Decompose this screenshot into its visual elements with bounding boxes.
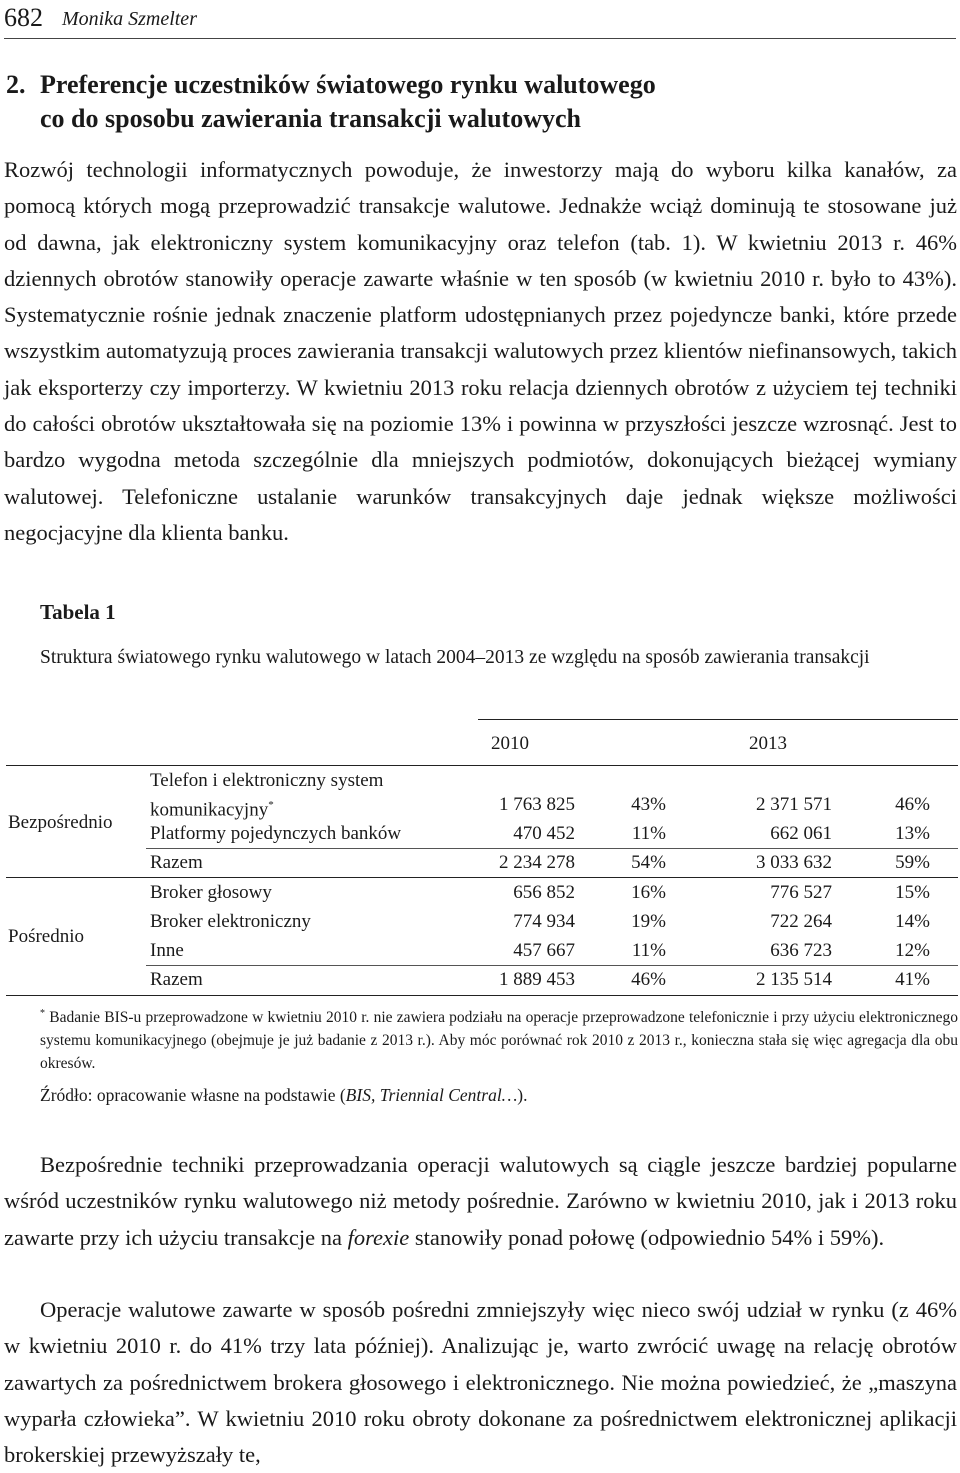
table-cell: 470 452 <box>513 823 575 844</box>
group-label-direct: Bezpośrednio <box>8 812 113 833</box>
section-title-line-2: co do sposobu zawierania transakcji walutowych <box>40 104 581 133</box>
table-cell: 19% <box>631 911 666 932</box>
source-title: BIS, Triennial Central… <box>345 1085 518 1105</box>
table-cell: 54% <box>631 852 666 873</box>
table-label: Tabela 1 <box>40 600 116 624</box>
footnote-marker: * <box>268 799 274 811</box>
table-rule-top <box>478 719 958 720</box>
row-label: Broker głosowy <box>150 882 272 903</box>
table-cell: 776 527 <box>770 882 832 903</box>
row-label: Telefon i elektroniczny system <box>150 770 384 791</box>
table-cell: 11% <box>631 823 666 844</box>
row-label: komunikacyjny* <box>150 799 274 821</box>
table-cell: 1 889 453 <box>499 969 575 990</box>
page-number: 682 <box>4 3 43 32</box>
table-cell: 13% <box>895 823 930 844</box>
table-rule <box>146 965 958 966</box>
year-header-2013: 2013 <box>749 733 787 754</box>
source-suffix: ). <box>517 1085 528 1105</box>
table-cell: 14% <box>895 911 930 932</box>
footnote-text: Badanie BIS-u przeprowadzone w kwietniu 2010 r. nie zawiera podziału na operacje przeprowadzone telefonicznie i przy użyciu elektronicznego systemu komunikacyjnego (obejmuje je już badanie z 2013 r.). Aby móc porównać rok 2010 z 2013 r., konieczna stała się więc agregacja dla obu okresów. <box>40 1009 959 1073</box>
table-cell: 46% <box>631 969 666 990</box>
table-cell: 59% <box>895 852 930 873</box>
paragraph-1: Rozwój technologii informatycznych powoduje, że inwestorzy mają do wyboru kilka kanałów, za pomocą których mogą przeprowadzić transakcje walutowe. Jednakże wciąż dominują te stosowane już od dawna, jak elektroniczny system komunikacyjny oraz telefon (tab. 1). W kwietniu 2013 r. 46% dziennych obrotów stanowiły operacje zawarte właśnie w ten sposób (w kwietniu 2010 r. było to 43%). Systematycznie rośnie jednak znaczenie platform udostępnianych przez pojedyncze banki, które przede wszystkim automatyzują proces zawierania transakcji walutowych przez klientów niefinansowych, takich jak eksporterzy czy importerzy. W kwietniu 2013 roku relacja dziennych obrotów z użyciem tej techniki do całości obrotów ukształtowała się na poziomie 13% i powinna w przyszłości jeszcze wzrosnąć. Jest to bardzo wygodna metoda szczególnie dla mniejszych podmiotów, dokonujących bieżącej wymiany walutowej. Telefoniczne ustalanie warunków transakcyjnych daje jednak większe możliwości negocjacyjne dla klienta banku. <box>4 157 957 545</box>
source-prefix: Źródło: opracowanie własne na podstawie ( <box>40 1085 346 1105</box>
table-cell: 12% <box>895 940 930 961</box>
group-label-indirect: Pośrednio <box>8 926 84 947</box>
paragraph-2-italic: forexie <box>347 1224 410 1250</box>
table-cell: 1 763 825 <box>499 794 575 815</box>
table-cell: 662 061 <box>770 823 832 844</box>
table-cell: 46% <box>895 794 930 815</box>
table-cell: 457 667 <box>513 940 575 961</box>
table-rule <box>146 848 958 849</box>
table-cell: 2 371 571 <box>756 794 832 815</box>
table-cell: 2 135 514 <box>756 969 832 990</box>
paragraph-2-text: Bezpośrednie techniki przeprowadzania operacji walutowych są ciągle jeszcze bardziej popularne wśród uczestników rynku walutowego niż metody pośrednie. Zarówno w kwietniu 2010, jak i 2013 roku zawarte przy ich użyciu transakcje na <box>4 1152 957 1250</box>
row-label-total: Razem <box>150 852 203 873</box>
table-cell: 11% <box>631 940 666 961</box>
table-source <box>40 1083 527 1107</box>
row-label: Platformy pojedynczych banków <box>150 823 402 844</box>
table-footnote <box>40 1002 958 1075</box>
table-rule-bottom <box>6 995 958 996</box>
table-cell: 636 723 <box>770 940 832 961</box>
paragraph-2-text-end: stanowiły ponad połowę (odpowiednio 54% i 59%). <box>409 1224 885 1250</box>
table-cell: 3 033 632 <box>756 852 832 873</box>
footnote-marker: * <box>40 1008 45 1019</box>
table-rule-group <box>6 877 958 878</box>
paragraph-3: Operacje walutowe zawarte w sposób pośredni zmniejszyły więc nieco swój udział w rynku (z 46% w kwietniu 2010 r. do 41% trzy lata później). Analizując je, warto zwrócić uwagę na relację obrotów zawartych za pośrednictwem brokera głosowego i elektronicznego. Nie można powiedzieć, że „maszyna wyparła człowieka”. W kwietniu 2010 roku obroty dokonane za pośrednictwem elektronicznej aplikacji brokerskiej przewyższały te, <box>4 1297 957 1468</box>
table-cell: 15% <box>895 882 930 903</box>
row-label: Inne <box>150 940 184 961</box>
row-label-total: Razem <box>150 969 203 990</box>
year-header-2010: 2010 <box>491 733 529 754</box>
table-cell: 722 264 <box>770 911 832 932</box>
section-number: 2. <box>6 70 26 99</box>
section-title-line-1: Preferencje uczestników światowego rynku walutowego <box>40 70 656 99</box>
paragraph-2 <box>4 1147 957 1256</box>
table-caption: Struktura światowego rynku walutowego w latach 2004–2013 ze względu na sposób zawierania transakcji <box>40 647 870 668</box>
table-cell: 43% <box>631 794 666 815</box>
table-cell: 41% <box>895 969 930 990</box>
table-cell: 656 852 <box>513 882 575 903</box>
table-cell: 2 234 278 <box>499 852 575 873</box>
table-cell: 774 934 <box>513 911 575 932</box>
running-head-author: Monika Szmelter <box>62 8 197 30</box>
table-cell: 16% <box>631 882 666 903</box>
table-rule-header <box>6 765 958 766</box>
row-label: Broker elektroniczny <box>150 911 311 932</box>
